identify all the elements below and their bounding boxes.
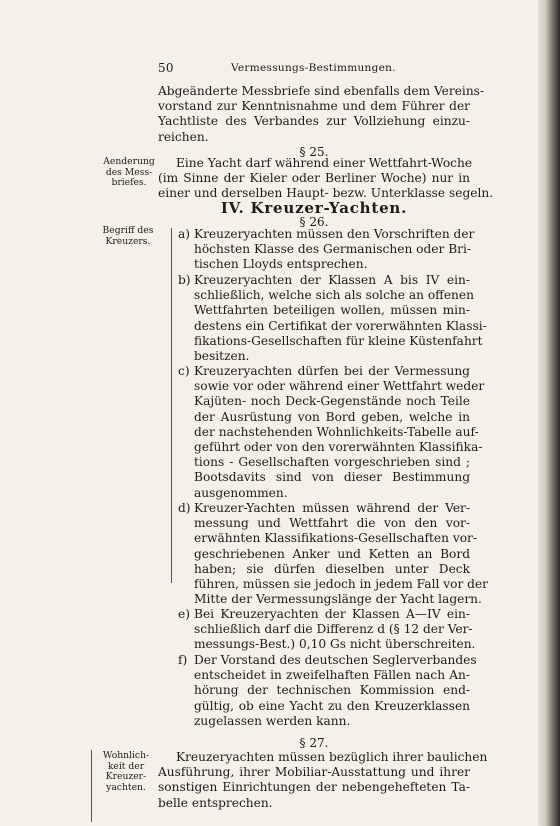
list-line: Der Vorstand des deutschen Seglerverbandes	[194, 653, 477, 667]
list-line: sowie vor oder während einer Wettfahrt weder	[194, 379, 485, 394]
list-line: gültig, ob eine Yacht zu den Kreuzerklassen	[194, 698, 470, 713]
section-26-number: § 26.	[299, 215, 329, 229]
section-25-line: (im Sinne der Kieler oder Berliner Woche) nur in	[158, 171, 470, 186]
marginal-line: Begriff des	[102, 225, 154, 236]
list-marker: c)	[178, 364, 190, 378]
page-number: 50	[158, 61, 174, 75]
list-line: destens ein Certifikat der vorerwähnten Klassi-	[194, 318, 487, 333]
intro-line: Yachtliste des Verbandes zur Vollziehung einzu-	[158, 114, 470, 129]
section-27-paragraph	[158, 750, 488, 811]
list-line: Bei Kreuzeryachten der Klassen A—IV ein-	[194, 607, 470, 621]
section-27-line: belle entsprechen.	[158, 795, 273, 810]
list-marker: a)	[178, 227, 191, 241]
list-line: hörung der technischen Kommission end-	[194, 683, 470, 698]
list-line: Kreuzeryachten der Klassen A bis IV ein-	[194, 273, 470, 287]
list-line: ausgenommen.	[194, 485, 288, 500]
list-line: Kreuzeryachten müssen den Vorschriften der	[194, 227, 475, 241]
section-27-line: Kreuzeryachten müssen bezüglich ihrer baulichen	[176, 750, 488, 764]
intro-line: vorstand zur Kenntnisnahme und dem Führer der	[158, 99, 470, 114]
list-line: haben; sie dürfen dieselben unter Deck	[194, 561, 470, 576]
list-line: führen, müssen sie jedoch in jedem Fall vor der	[194, 577, 488, 592]
intro-paragraph	[158, 84, 485, 145]
marginal-line: Kreuzers.	[105, 235, 151, 247]
list-line: messungs-Best.) 0,10 Gs nicht überschreiten.	[194, 637, 476, 652]
list-line: tischen Lloyds entsprechen.	[194, 257, 368, 272]
list-line: zugelassen werden kann.	[194, 713, 351, 728]
section-27-line: Ausführung, ihrer Mobiliar-Ausstattung und ihrer	[158, 765, 470, 780]
list-line: Bootsdavits sind von dieser Bestimmung	[194, 470, 470, 485]
chapter-title: IV. Kreuzer-Yachten.	[220, 199, 408, 217]
intro-line: reichen.	[158, 129, 209, 144]
marginal-line: Kreuzer-	[105, 771, 147, 782]
section-25-line: Eine Yacht darf während einer Wettfahrt-Woche	[176, 156, 473, 170]
list-marker: b)	[178, 273, 191, 287]
list-line: Wettfahrten beteiligen wollen, müssen min-	[194, 303, 470, 318]
page-header	[158, 61, 488, 77]
list-line: besitzen.	[194, 349, 250, 364]
list-marker: d)	[178, 501, 191, 515]
list-line: der Ausrüstung von Bord geben, welche in	[194, 409, 470, 424]
running-title: Vermessungs-Bestimmungen.	[231, 62, 396, 74]
section-25-number: § 25.	[299, 145, 329, 159]
marginal-line: des Mess-	[105, 166, 153, 178]
section-25-line: einer und derselben Haupt- bezw. Unterklasse segeln.	[158, 186, 494, 201]
list-line: messung und Wettfahrt die von den vor-	[194, 516, 470, 531]
marginal-line: keit der	[107, 760, 145, 772]
list-line: fikations-Gesellschaften für kleine Küstenfahrt	[194, 333, 483, 348]
list-line: geschriebenen Anker und Ketten an Bord	[194, 546, 470, 561]
list-line: der nachstehenden Wohnlichkeits-Tabelle auf-	[194, 424, 479, 439]
list-line: erwähnten Klassifikations-Gesellschaften vor-	[194, 531, 477, 546]
list-line: Kreuzer-Yachten müssen während der Ver-	[194, 501, 470, 515]
list-line: Kreuzeryachten dürfen bei der Vermessung	[194, 364, 470, 378]
marginal-line: yachten.	[106, 781, 146, 793]
marginal-line: Wohnlich-	[102, 750, 150, 761]
marginal-line: briefes.	[111, 177, 147, 188]
list-line: geführt oder von den vorerwähnten Klassifika-	[194, 440, 483, 455]
marginal-line: Aenderung	[103, 156, 155, 167]
list-line: schließlich darf die Differenz d (§ 12 der Ver-	[194, 622, 473, 637]
section-26-side-rule	[171, 228, 172, 583]
section-27-line: sonstigen Einrichtungen der nebengehefteten Ta-	[158, 780, 470, 795]
list-line: Kajüten- noch Deck-Gegenstände noch Teile	[194, 394, 470, 409]
list-line: tions - Gesellschaften vorgeschrieben sind ;	[194, 455, 470, 470]
page-edge-shadow	[538, 0, 560, 826]
list-marker: e)	[178, 607, 190, 621]
list-line: schließlich, welche sich als solche an offenen	[194, 288, 474, 303]
list-line: höchsten Klasse des Germanischen oder Bri-	[194, 242, 472, 257]
section-26-marginal-note	[98, 226, 158, 247]
list-marker: f)	[178, 653, 188, 667]
section-27-number: § 27.	[299, 736, 329, 750]
list-line: entscheidet in zweifelhaften Fällen nach An-	[194, 668, 470, 683]
section-27-marginal-note	[96, 751, 156, 793]
section-25-paragraph	[158, 156, 494, 202]
intro-line: Abgeänderte Messbriefe sind ebenfalls dem Vereins-	[158, 84, 485, 98]
section-25-marginal-note	[98, 157, 160, 189]
list-line: Mitte der Vermessungslänge der Yacht lagern.	[194, 592, 482, 607]
section-27-side-rule	[91, 750, 92, 822]
